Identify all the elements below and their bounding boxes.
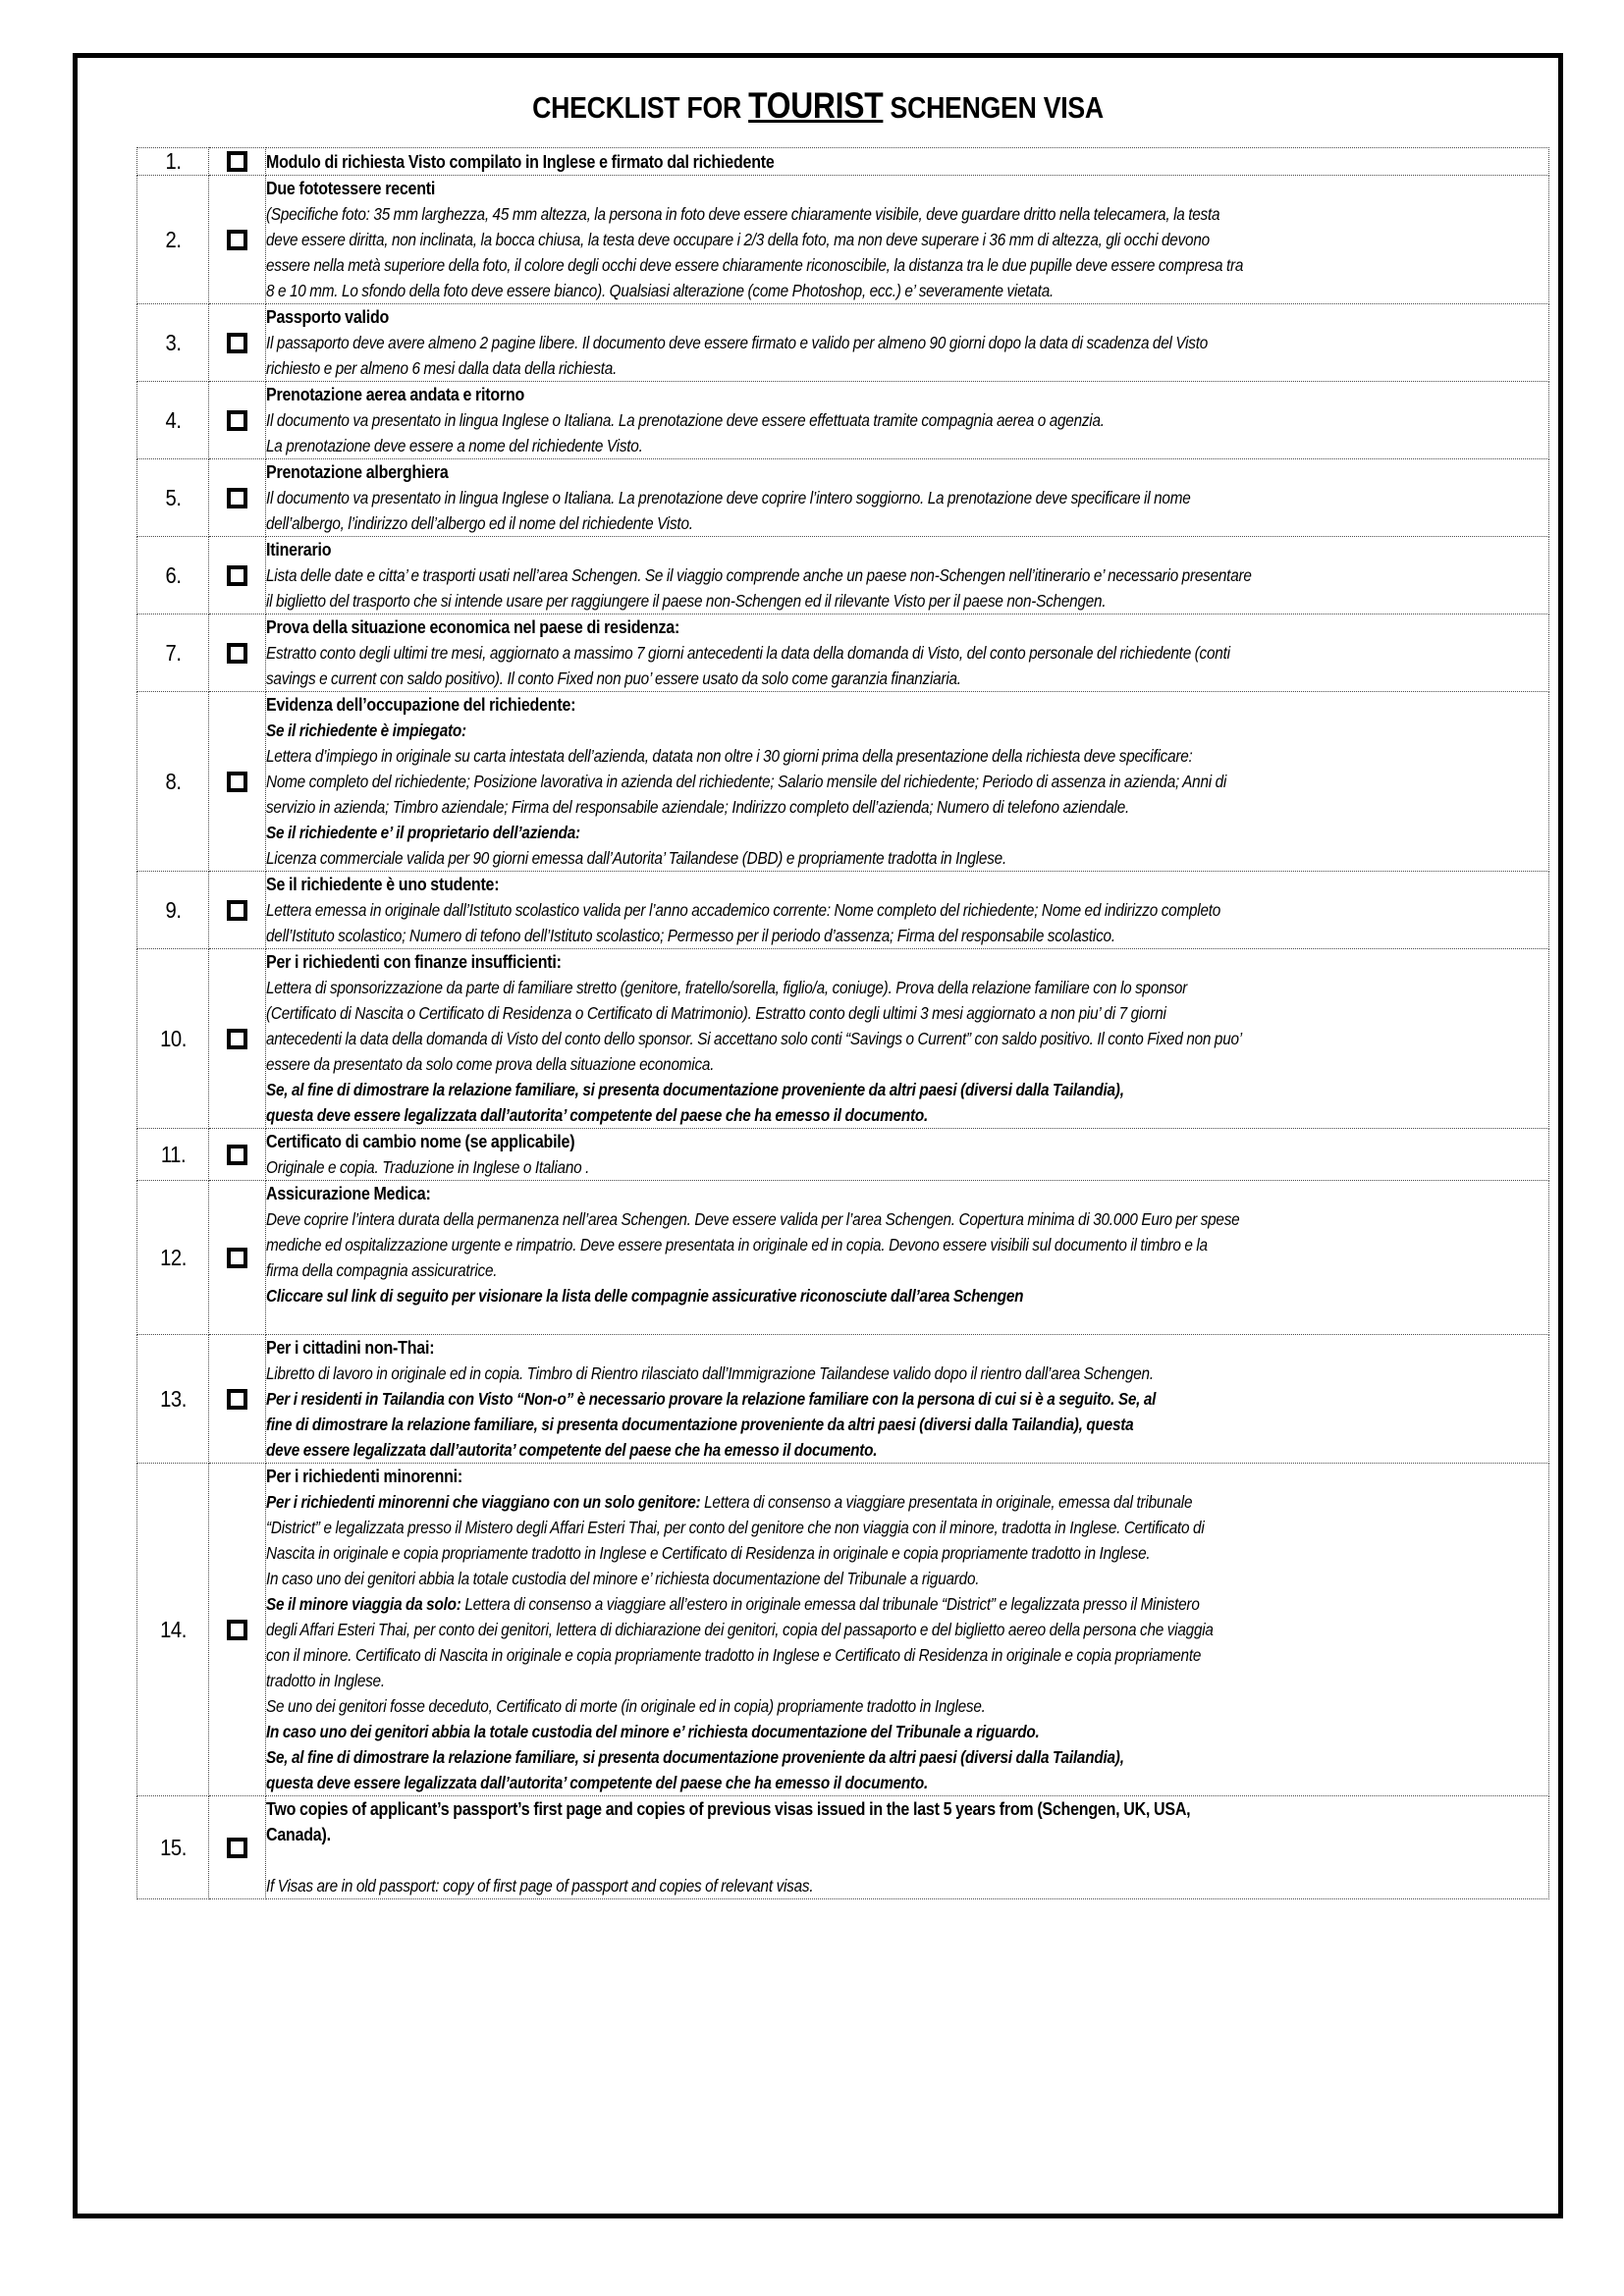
checklist-row xyxy=(137,949,1549,1129)
requirement-line: questa deve essere legalizzata dall’autorita’ competente del paese che ha emesso il documento. xyxy=(266,1105,929,1125)
checkbox-empty-icon[interactable] xyxy=(227,1248,247,1268)
requirement-line: essere nella metà superiore della foto, il colore degli occhi deve essere chiaramente riconoscibile, la distanza tra le due pupille deve essere compresa tra xyxy=(266,255,1244,275)
row-checkbox-cell[interactable] xyxy=(209,1796,266,1899)
requirement-line: questa deve essere legalizzata dall’autorita’ competente del paese che ha emesso il documento. xyxy=(266,1773,929,1792)
title-emphasis: TOURIST xyxy=(748,85,884,126)
requirement-line: Se il richiedente è uno studente: xyxy=(266,874,500,894)
row-number: 7. xyxy=(141,614,204,692)
row-checkbox-cell[interactable] xyxy=(209,304,266,382)
requirement-line: Nascita in originale e copia propriamente tradotto in Inglese e Certificato di Residenza in originale e copia propriamente tradotto in Inglese. xyxy=(266,1543,1151,1563)
row-number: 4. xyxy=(141,382,204,459)
requirement-line: Originale e copia. Traduzione in Inglese o Italiano . xyxy=(266,1157,590,1177)
checklist-row xyxy=(137,304,1549,382)
requirement-line: Estratto conto degli ultimi tre mesi, aggiornato a massimo 7 giorni antecedenti la data della domanda di Visto, del conto personale del richiedente (conti xyxy=(266,643,1230,663)
checklist-row xyxy=(137,1129,1549,1181)
requirement-line: con il minore. Certificato di Nascita in originale e copia propriamente tradotto in Inglese e Certificato di Residenza in originale e copia propriamente xyxy=(266,1645,1202,1665)
row-checkbox-cell[interactable] xyxy=(209,872,266,949)
checklist-row xyxy=(137,176,1549,304)
requirement-line: savings e current con saldo positivo). Il conto Fixed non puo’ essere usato da solo come garanzia finanziaria. xyxy=(266,668,961,688)
requirement-line: Il passaporto deve avere almeno 2 pagine libere. Il documento deve essere firmato e valido per almeno 90 giorni dopo la data di scadenza del Visto xyxy=(266,333,1209,352)
requirement-line: In caso uno dei genitori abbia la totale custodia del minore e’ richiesta documentazione del Tribunale a riguardo. xyxy=(266,1722,1040,1741)
requirement-line: La prenotazione deve essere a nome del richiedente Visto. xyxy=(266,436,643,455)
row-requirement xyxy=(266,176,1549,304)
requirement-line-lead: Se il minore viaggia da solo: xyxy=(266,1594,461,1614)
checkbox-empty-icon[interactable] xyxy=(227,565,247,586)
requirement-line: Assicurazione Medica: xyxy=(266,1183,431,1203)
checkbox-empty-icon[interactable] xyxy=(227,1029,247,1049)
row-number: 2. xyxy=(141,176,204,304)
requirement-line: Modulo di richiesta Visto compilato in Inglese e firmato dal richiedente xyxy=(266,150,775,172)
requirement-line: Certificato di cambio nome (se applicabile) xyxy=(266,1131,575,1151)
page-title xyxy=(182,85,1455,127)
row-number: 15. xyxy=(141,1796,204,1899)
row-number: 6. xyxy=(141,537,204,614)
requirement-line: Per i richiedenti con finanze insufficienti: xyxy=(266,951,562,972)
requirement-line: Se il richiedente e’ il proprietario dell’azienda: xyxy=(266,823,580,842)
row-requirement xyxy=(266,304,1549,382)
requirement-line: firma della compagnia assicuratrice. xyxy=(266,1260,498,1280)
row-requirement xyxy=(266,692,1549,872)
checklist-row xyxy=(137,459,1549,537)
requirement-line: Lettera emessa in originale dall’Istituto scolastico valida per l’anno accademico corrente: Nome completo del richiedente; Nome ed indirizzo completo xyxy=(266,900,1221,920)
row-number: 8. xyxy=(141,692,204,872)
checkbox-empty-icon[interactable] xyxy=(227,410,247,431)
requirement-line: richiesto e per almeno 6 mesi dalla data della richiesta. xyxy=(266,358,618,378)
row-checkbox-cell[interactable] xyxy=(209,1129,266,1181)
requirement-line: Libretto di lavoro in originale ed in copia. Timbro di Rientro rilasciato dall’Immigrazione Tailandese valido dopo il rientro dall’area Schengen. xyxy=(266,1363,1154,1383)
requirement-line: Per i cittadini non-Thai: xyxy=(266,1337,435,1358)
checklist-row xyxy=(137,1181,1549,1335)
row-requirement xyxy=(266,1129,1549,1181)
requirement-line: Se, al fine di dimostrare la relazione familiare, si presenta documentazione proveniente da altri paesi (diversi dalla Tailandia), xyxy=(266,1080,1124,1099)
checklist-row xyxy=(137,382,1549,459)
requirement-line: deve essere diritta, non inclinata, la bocca chiusa, la testa deve occupare i 2/3 della foto, ma non deve superare i 36 mm di altezza, gli occhi devono xyxy=(266,230,1210,249)
row-requirement xyxy=(266,1796,1549,1899)
row-number: 3. xyxy=(141,304,204,382)
row-checkbox-cell[interactable] xyxy=(209,459,266,537)
requirement-line: antecedenti la data della domanda di Visto del conto dello sponsor. Si accettano solo conti “Savings o Current” con saldo positivo. Il conto Fixed non puo’ xyxy=(266,1029,1242,1048)
row-number: 11. xyxy=(141,1129,204,1181)
requirement-line: Deve coprire l’intera durata della permanenza nell’area Schengen. Deve essere valida per l’area Schengen. Copertura minima di 30.000 Euro per spese xyxy=(266,1209,1240,1229)
requirement-line: In caso uno dei genitori abbia la totale custodia del minore e’ richiesta documentazione del Tribunale a riguardo. xyxy=(266,1569,980,1588)
row-number: 14. xyxy=(141,1464,204,1796)
row-requirement xyxy=(266,148,1549,176)
requirement-line: tradotto in Inglese. xyxy=(266,1671,385,1690)
row-number: 12. xyxy=(141,1181,204,1335)
row-requirement xyxy=(266,459,1549,537)
row-requirement xyxy=(266,1335,1549,1464)
checklist-table xyxy=(136,147,1549,1899)
requirement-line: essere da presentato da solo come prova della situazione economica. xyxy=(266,1054,715,1074)
checklist-row xyxy=(137,692,1549,872)
checkbox-empty-icon[interactable] xyxy=(227,1838,247,1858)
row-checkbox-cell[interactable] xyxy=(209,1181,266,1335)
row-checkbox-cell[interactable] xyxy=(209,1464,266,1796)
requirement-line: Nome completo del richiedente; Posizione lavorativa in azienda del richiedente; Salario mensile del richiedente; Periodo di assenza in azienda; Anni di xyxy=(266,772,1227,791)
requirement-line: Cliccare sul link di seguito per visionare la lista delle compagnie assicurative riconosciute dall’area Schengen xyxy=(266,1286,1024,1306)
row-requirement xyxy=(266,1464,1549,1796)
requirement-line: (Certificato di Nascita o Certificato di Residenza o Certificato di Matrimonio). Estratto conto degli ultimi 3 mesi aggiornato a non piu’ di 7 giorni xyxy=(266,1003,1166,1023)
requirement-line: Prova della situazione economica nel paese di residenza: xyxy=(266,616,680,637)
checklist-table-wrap xyxy=(136,147,1548,1899)
row-checkbox-cell[interactable] xyxy=(209,692,266,872)
requirement-line: Canada). xyxy=(266,1824,331,1844)
checkbox-empty-icon[interactable] xyxy=(227,900,247,921)
requirement-line: Lettera d’impiego in originale su carta intestata dell’azienda, datata non oltre i 30 giorni prima della presentazione della richiesta deve specificare: xyxy=(266,746,1193,766)
checklist-row xyxy=(137,1464,1549,1796)
requirement-line: Il documento va presentato in lingua Inglese o Italiana. La prenotazione deve coprire l’intero soggiorno. La prenotazione deve specificare il nome xyxy=(266,488,1191,507)
row-checkbox-cell[interactable] xyxy=(209,537,266,614)
requirement-line: Lettera di sponsorizzazione da parte di familiare stretto (genitore, fratello/sorella, figlio/a, coniuge). Prova della relazione familiare con lo sponsor xyxy=(266,978,1188,997)
checkbox-empty-icon[interactable] xyxy=(227,1145,247,1165)
document-page xyxy=(73,53,1563,2218)
requirement-line: Itinerario xyxy=(266,539,332,560)
row-checkbox-cell[interactable] xyxy=(209,176,266,304)
requirement-line: Due fototessere recenti xyxy=(266,178,436,198)
checkbox-empty-icon[interactable] xyxy=(227,643,247,664)
requirement-line: Two copies of applicant’s passport’s first page and copies of previous visas issued in the last 5 years from (Schengen, UK, USA, xyxy=(266,1798,1191,1819)
title-suffix: SCHENGEN VISA xyxy=(883,90,1104,125)
checkbox-empty-icon[interactable] xyxy=(227,230,247,250)
row-requirement xyxy=(266,872,1549,949)
requirement-line: dell’Istituto scolastico; Numero di tefono dell’Istituto scolastico; Permesso per il periodo d’assenza; Firma del responsabile scolastico. xyxy=(266,926,1115,945)
row-requirement xyxy=(266,537,1549,614)
checklist-row xyxy=(137,148,1549,176)
checklist-row xyxy=(137,872,1549,949)
requirement-line: Evidenza dell’occupazione del richiedente: xyxy=(266,694,576,715)
requirement-line: fine di dimostrare la relazione familiare, si presenta documentazione proveniente da altri paesi (diversi dalla Tailandia), questa xyxy=(266,1415,1134,1434)
requirement-line xyxy=(266,1591,1549,1617)
requirement-line-lead: Per i richiedenti minorenni che viaggiano con un solo genitore: xyxy=(266,1492,701,1512)
checklist-row xyxy=(137,537,1549,614)
checklist-row xyxy=(137,1335,1549,1464)
requirement-line: (Specifiche foto: 35 mm larghezza, 45 mm altezza, la persona in foto deve essere chiaramente visibile, deve guardare dritto nella telecamera, la testa xyxy=(266,204,1220,224)
requirement-line: Per i residenti in Tailandia con Visto “Non-o” è necessario provare la relazione familiare con la persona di cui si è a seguito. Se, al xyxy=(266,1389,1157,1409)
row-number: 9. xyxy=(141,872,204,949)
checkbox-empty-icon[interactable] xyxy=(227,333,247,353)
row-requirement xyxy=(266,949,1549,1129)
checklist-row xyxy=(137,1796,1549,1899)
requirement-line xyxy=(266,1847,1549,1873)
checkbox-empty-icon[interactable] xyxy=(227,151,247,172)
requirement-line: Prenotazione aerea andata e ritorno xyxy=(266,384,525,404)
row-checkbox-cell[interactable] xyxy=(209,614,266,692)
requirement-line: Se, al fine di dimostrare la relazione familiare, si presenta documentazione proveniente da altri paesi (diversi dalla Tailandia), xyxy=(266,1747,1124,1767)
row-requirement xyxy=(266,1181,1549,1335)
row-requirement xyxy=(266,382,1549,459)
requirement-line: Licenza commerciale valida per 90 giorni emessa dall’Autorita’ Tailandese (DBD) e propriamente tradotta in Inglese. xyxy=(266,848,1007,868)
requirement-line: Passporto valido xyxy=(266,306,390,327)
requirement-line: il biglietto del trasporto che si intende usare per raggiungere il paese non-Schengen ed il rilevante Visto per il paese non-Schengen. xyxy=(266,591,1107,611)
requirement-line: Il documento va presentato in lingua Inglese o Italiana. La prenotazione deve essere effettuata tramite compagnia aerea o agenzia. xyxy=(266,410,1105,430)
requirement-line: dell’albergo, l’indirizzo dell’albergo ed il nome del richiedente Visto. xyxy=(266,513,693,533)
requirement-line-rest: Lettera di consenso a viaggiare all’estero in originale emessa dal tribunale “District” e legalizzata presso il Ministero xyxy=(460,1594,1200,1614)
requirement-line: Lista delle date e citta’ e trasporti usati nell’area Schengen. Se il viaggio comprende anche un paese non-Schengen nell’itinerario e’ necessario presentare xyxy=(266,565,1252,585)
requirement-line-rest: Lettera di consenso a viaggiare presentata in originale, emessa dal tribunale xyxy=(700,1492,1193,1512)
row-checkbox-cell[interactable] xyxy=(209,1335,266,1464)
requirement-line: “District” e legalizzata presso il Mistero degli Affari Esteri Thai, per conto del genitore che non viaggia con il minore, tradotta in Inglese. Certificato di xyxy=(266,1518,1205,1537)
checkbox-empty-icon[interactable] xyxy=(227,772,247,792)
row-number: 1. xyxy=(141,148,204,176)
row-checkbox-cell[interactable] xyxy=(209,949,266,1129)
row-checkbox-cell[interactable] xyxy=(209,382,266,459)
requirement-line: deve essere legalizzata dall’autorita’ competente del paese che ha emesso il documento. xyxy=(266,1440,878,1460)
row-number: 5. xyxy=(141,459,204,537)
row-checkbox-cell[interactable] xyxy=(209,148,266,176)
requirement-line: servizio in azienda; Timbro aziendale; Firma del responsabile aziendale; Indirizzo completo dell’azienda; Numero di telefono aziendale. xyxy=(266,797,1130,817)
requirement-line: degli Affari Esteri Thai, per conto dei genitori, lettera di dichiarazione dei genitori, copia del passaporto e del biglietto aereo della persona che viaggia xyxy=(266,1620,1214,1639)
requirement-line: Se il richiedente è impiegato: xyxy=(266,721,466,740)
requirement-line: Prenotazione alberghiera xyxy=(266,461,449,482)
requirement-line: Per i richiedenti minorenni: xyxy=(266,1466,463,1486)
requirement-line: If Visas are in old passport: copy of first page of passport and copies of relevant visas. xyxy=(266,1876,814,1896)
checkbox-empty-icon[interactable] xyxy=(227,488,247,508)
requirement-line: Se uno dei genitori fosse deceduto, Certificato di morte (in originale ed in copia) propriamente tradotto in Inglese. xyxy=(266,1696,986,1716)
row-requirement xyxy=(266,614,1549,692)
requirement-line xyxy=(266,1308,1549,1334)
requirement-line: mediche ed ospitalizzazione urgente e rimpatrio. Deve essere presentata in originale ed in copia. Devono essere visibili sul documento il timbro e la xyxy=(266,1235,1208,1255)
row-number: 10. xyxy=(141,949,204,1129)
checkbox-empty-icon[interactable] xyxy=(227,1389,247,1410)
title-prefix: CHECKLIST FOR xyxy=(532,90,749,125)
checkbox-empty-icon[interactable] xyxy=(227,1620,247,1640)
requirement-line: 8 e 10 mm. Lo sfondo della foto deve essere bianco). Qualsiasi alterazione (come Photoshop, ecc.) e’ severamente vietata. xyxy=(266,281,1055,300)
checklist-row xyxy=(137,614,1549,692)
requirement-line xyxy=(266,1489,1549,1515)
row-number: 13. xyxy=(141,1335,204,1464)
